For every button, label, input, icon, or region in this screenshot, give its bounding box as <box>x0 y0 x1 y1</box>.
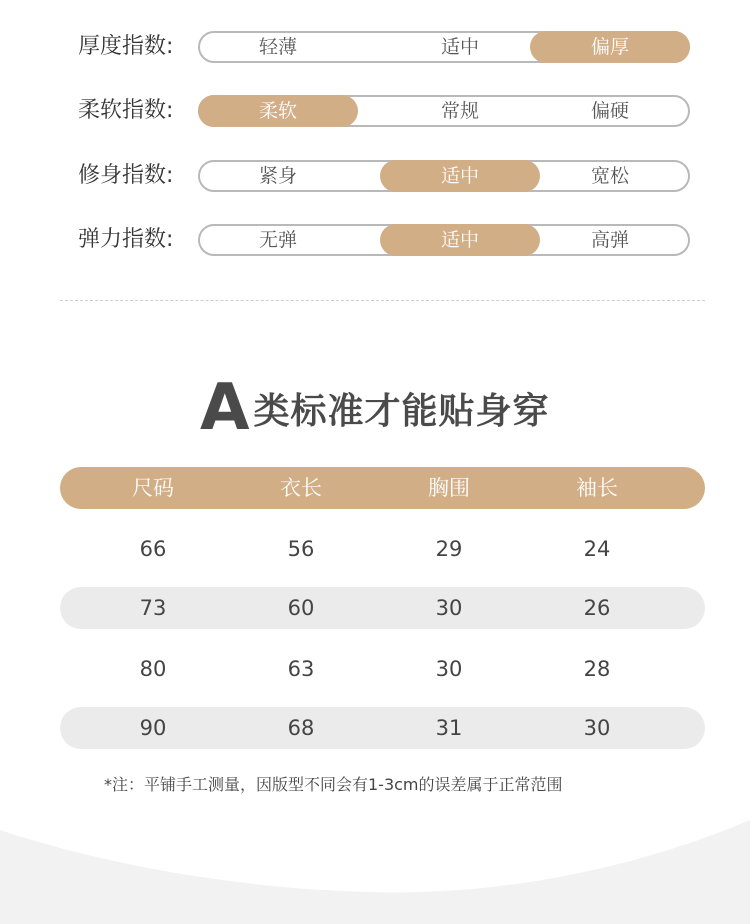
table-row <box>60 587 705 629</box>
bottom-wave-decoration <box>0 820 750 924</box>
metric-option-selected: 适中 <box>380 160 540 192</box>
table-cell: 30 <box>583 716 611 740</box>
header-cell-length: 衣长 <box>280 476 322 500</box>
metric-scale <box>198 95 690 127</box>
metric-scale <box>198 224 690 256</box>
metric-option: 无弹 <box>258 229 297 251</box>
table-row <box>60 707 705 749</box>
table-cell: 24 <box>583 537 611 561</box>
metric-option: 高弹 <box>590 229 629 251</box>
table-cell: 60 <box>287 596 315 620</box>
section-title-text: 类标准才能贴身穿 <box>253 390 550 432</box>
metric-scale <box>198 31 690 63</box>
metric-label: 柔软指数: <box>78 98 174 123</box>
metric-row-softness <box>78 95 690 127</box>
table-cell: 29 <box>435 537 463 561</box>
table-cell: 66 <box>139 537 167 561</box>
metric-option: 紧身 <box>258 165 297 187</box>
table-cell: 56 <box>287 537 315 561</box>
metric-scale <box>198 160 690 192</box>
metric-row-fit <box>78 160 690 192</box>
table-row <box>60 648 705 690</box>
metric-option: 适中 <box>440 36 479 58</box>
table-cell: 26 <box>583 596 611 620</box>
metric-option-selected: 偏厚 <box>530 31 690 63</box>
table-cell: 63 <box>287 657 315 681</box>
metric-label: 修身指数: <box>78 163 174 188</box>
metric-label: 弹力指数: <box>78 227 174 252</box>
metric-label: 厚度指数: <box>78 34 174 59</box>
metric-row-thickness <box>78 31 690 63</box>
section-title <box>200 371 620 445</box>
table-cell: 90 <box>139 716 167 740</box>
table-cell: 80 <box>139 657 167 681</box>
metric-option-selected: 柔软 <box>198 95 358 127</box>
header-cell-size: 尺码 <box>132 476 174 500</box>
table-row <box>60 528 705 570</box>
measurement-footnote: *注：平铺手工测量，因版型不同会有1-3cm的误差属于正常范围 <box>104 775 563 794</box>
table-cell: 68 <box>287 716 315 740</box>
section-divider <box>60 300 705 301</box>
table-cell: 73 <box>139 596 167 620</box>
metric-option: 常规 <box>440 100 479 122</box>
metric-option: 偏硬 <box>590 100 629 122</box>
table-cell: 30 <box>435 596 463 620</box>
header-cell-chest: 胸围 <box>428 476 470 500</box>
table-cell: 30 <box>435 657 463 681</box>
table-cell: 28 <box>583 657 611 681</box>
section-title-letter: A <box>200 371 250 445</box>
metric-row-elasticity <box>78 224 690 256</box>
metric-option: 宽松 <box>590 165 629 187</box>
size-table-header <box>60 467 705 509</box>
header-cell-sleeve: 袖长 <box>576 476 618 500</box>
metric-option-selected: 适中 <box>380 224 540 256</box>
metric-option: 轻薄 <box>258 36 297 58</box>
table-cell: 31 <box>435 716 463 740</box>
